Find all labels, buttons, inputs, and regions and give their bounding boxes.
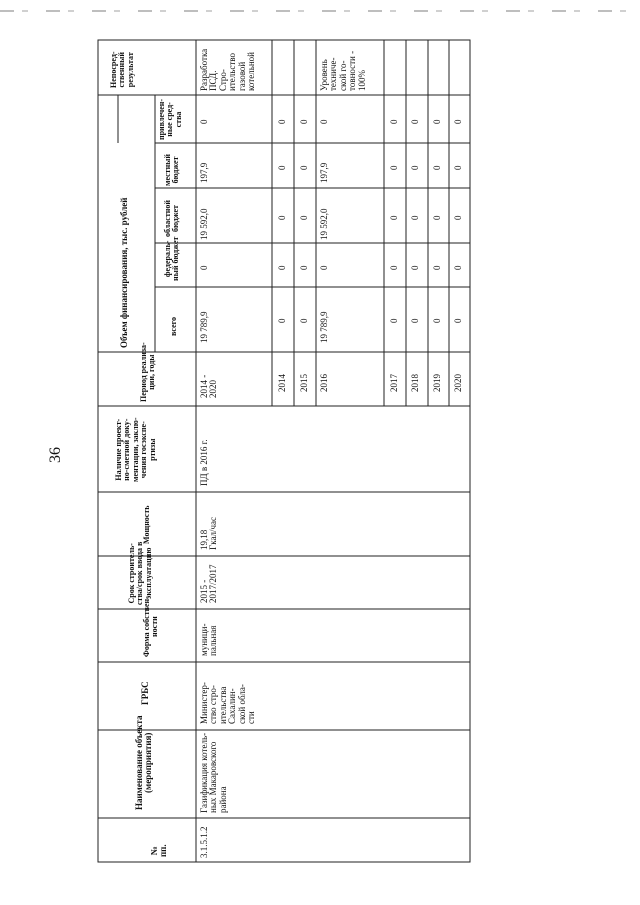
row-local: 0 <box>410 165 420 170</box>
row-total: 19 789,9 <box>319 311 329 343</box>
row-local: 0 <box>453 165 463 170</box>
row-total: 0 <box>432 318 442 323</box>
header-ownership: Форма собствен- ности <box>142 596 160 657</box>
row-attracted: 0 <box>389 119 399 124</box>
row-attracted: 0 <box>410 119 420 124</box>
row-federal: 0 <box>277 265 287 270</box>
header-grbs: ГРБС <box>140 681 150 705</box>
row-total: 19 789,9 <box>199 311 209 343</box>
page-number: 36 <box>47 447 64 463</box>
row-period: 2016 <box>319 374 329 392</box>
row-total: 0 <box>410 318 420 323</box>
row-attracted: 0 <box>199 119 209 124</box>
project-capacity: 19,18 Гкал/час <box>199 516 219 550</box>
header-object-name: Наименование объекта (мероприятия) <box>134 715 154 810</box>
row-period: 2014 - 2020 <box>199 374 219 398</box>
row-period: 2015 <box>299 374 309 392</box>
row-local: 0 <box>299 165 309 170</box>
row-local: 197,9 <box>319 162 329 183</box>
project-ownership: муници- пальная <box>199 623 219 656</box>
header-attracted: привлечен- ные сред- ства <box>157 98 183 140</box>
header-regional: областной бюджет <box>163 200 181 237</box>
row-total: 0 <box>389 318 399 323</box>
row-regional: 0 <box>432 215 442 220</box>
row-attracted: 0 <box>277 119 287 124</box>
row-local: 0 <box>432 165 442 170</box>
header-design-docs: Наличие проект- но-сметной доку- ментации, заклю- чения госэкспе- ртизы <box>114 417 157 482</box>
row-attracted: 0 <box>432 119 442 124</box>
row-period: 2014 <box>277 374 287 392</box>
row-federal: 0 <box>410 265 420 270</box>
row-regional: 0 <box>277 215 287 220</box>
row-regional: 19 592,0 <box>199 208 209 240</box>
row-period: 2019 <box>432 374 442 392</box>
header-local: местный бюджет <box>163 153 181 186</box>
header-num: № пп. <box>149 844 169 857</box>
row-regional: 0 <box>453 215 463 220</box>
row-total: 0 <box>277 318 287 323</box>
row-total: 0 <box>453 318 463 323</box>
row-local: 0 <box>389 165 399 170</box>
project-grbs: Министер- ство стро- ительства Сахалин- ской обла- сти <box>199 682 257 724</box>
header-result: Непосред- ственный результат <box>109 51 135 88</box>
row-regional: 0 <box>389 215 399 220</box>
row-local: 197,9 <box>199 162 209 183</box>
row-attracted: 0 <box>299 119 309 124</box>
row-period: 2018 <box>410 374 420 392</box>
row-federal: 0 <box>299 265 309 270</box>
header-implementation-period: Период реализа- ции, годы <box>139 342 157 402</box>
row-federal: 0 <box>389 265 399 270</box>
row-federal: 0 <box>319 265 329 270</box>
row-period: 2020 <box>453 374 463 392</box>
project-construction: 2015 - 2017/2017 <box>199 564 219 603</box>
row-attracted: 0 <box>453 119 463 124</box>
row-period: 2017 <box>389 374 399 392</box>
header-total: всего <box>169 316 178 336</box>
row-regional: 0 <box>410 215 420 220</box>
row-result: Разработка ПСД. Стро- ительство газовой котельной <box>199 48 257 91</box>
project-design-docs: ПД в 2016 г. <box>199 439 209 486</box>
header-capacity: Мощность <box>142 505 151 544</box>
header-construction-period: Срок строитель- ства/срок ввода в эксплуатацию <box>127 541 153 605</box>
row-federal: 0 <box>199 265 209 270</box>
header-financing: Объем финансирования, тыс. рублей <box>119 197 129 348</box>
row-federal: 0 <box>453 265 463 270</box>
row-local: 0 <box>277 165 287 170</box>
header-federal: федераль- ный бюджет <box>163 236 181 281</box>
row-federal: 0 <box>432 265 442 270</box>
project-name: Газификация котель- ных Макаровского района <box>199 732 228 813</box>
row-regional: 19 592,0 <box>319 208 329 240</box>
row-total: 0 <box>299 318 309 323</box>
project-number: 3.1.5.1.2 <box>199 826 209 858</box>
row-attracted: 0 <box>319 119 329 124</box>
row-result: Уровень техниче- ской го- товности - 100% <box>319 50 367 91</box>
row-regional: 0 <box>299 215 309 220</box>
